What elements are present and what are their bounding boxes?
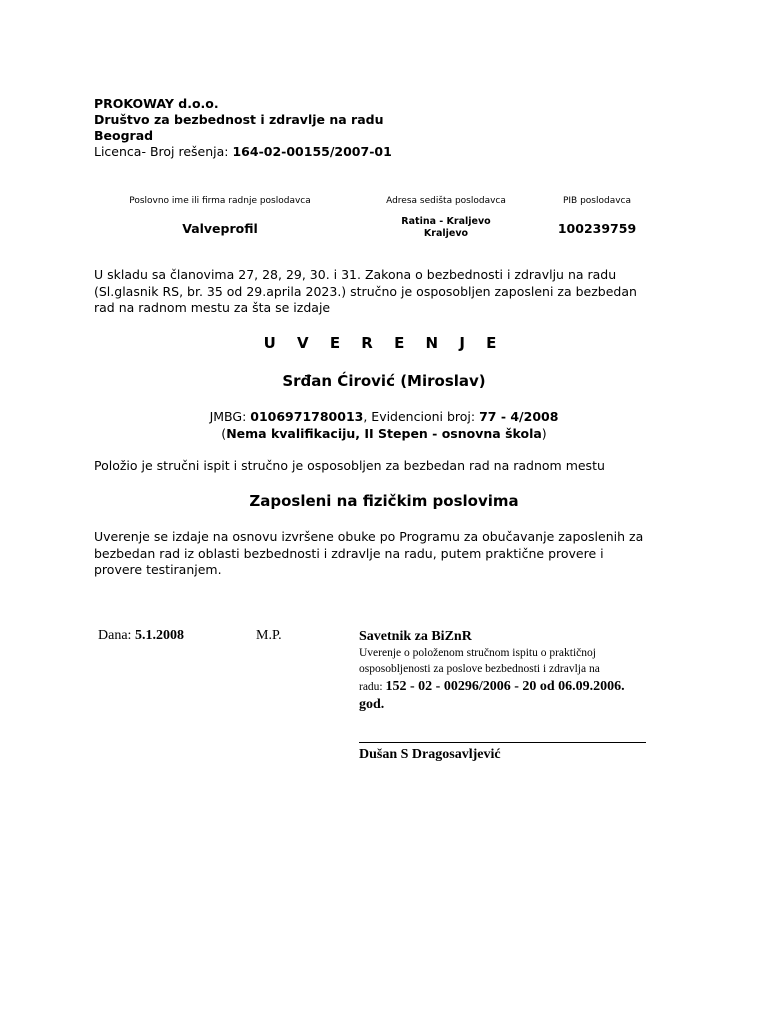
employer-name: Valveprofil	[182, 221, 258, 236]
intro-line-2: (Sl.glasnik RS, br. 35 od 29.aprila 2023.) stručno je osposobljen zaposleni za bezbedan	[94, 283, 637, 299]
company-city: Beograd	[94, 128, 154, 143]
address-line-1: Ratina - Kraljevo	[401, 216, 491, 227]
advisor-title: Savetnik za BiZnR	[359, 629, 472, 644]
qual-open: (	[221, 425, 227, 441]
stamp-placeholder: M.P.	[256, 628, 282, 643]
intro-line-1: U skladu sa članovima 27, 28, 29, 30. i 31. Zakona o bezbednosti i zdravlju na radu	[94, 267, 617, 282]
basis-paragraph	[94, 529, 714, 579]
position-title: Zaposleni na fizičkim poslovima	[249, 492, 519, 510]
employer-pib-caption: PIB poslodavca	[562, 196, 632, 206]
intro-paragraph	[94, 267, 694, 317]
license-number: 164-02-00155/2007-01	[232, 144, 392, 159]
advisor-block	[359, 628, 659, 714]
passed-text: Položio je stručni ispit i stručno je osposobljen za bezbedan rad na radnom mestu	[94, 458, 605, 473]
id-line	[0, 409, 768, 426]
cert-god: god.	[359, 697, 385, 712]
person-details	[0, 409, 768, 442]
person-name: Srđan Ćirović (Miroslav)	[282, 372, 486, 390]
address-line-2: Kraljevo	[423, 227, 469, 239]
employer-address	[366, 216, 526, 239]
cert-line-3	[359, 677, 659, 696]
date-label: Dana:	[98, 628, 135, 643]
basis-line-1: Uverenje se izdaje na osnovu izvršene obuke po Programu za obučavanje zaposlenih za	[94, 529, 644, 544]
cert-line-2: osposobljenosti za poslove bezbednosti i zdravlja na	[359, 663, 600, 675]
company-name: PROKOWAY d.o.o.	[94, 96, 219, 111]
basis-line-3: provere testiranjem.	[94, 562, 222, 577]
license-label: Licenca- Broj rešenja:	[94, 144, 233, 159]
cert-prefix: radu:	[359, 681, 386, 693]
jmbg-value: 0106971780013	[250, 409, 364, 424]
jmbg-label: JMBG:	[209, 409, 251, 424]
cert-line-1: Uverenje o položenom stručnom ispitu o praktičnoj	[359, 647, 596, 659]
intro-line-3: rad na radnom mestu za šta se izdaje	[94, 300, 331, 315]
signature-line	[359, 742, 646, 743]
qualification-line	[0, 426, 768, 443]
cert-number: 152 - 02 - 00296/2006 - 20 od 06.09.2006.	[385, 679, 625, 694]
qualification: Nema kvalifikaciju, II Stepen - osnovna škola	[226, 425, 542, 441]
employer-address-caption: Adresa sedišta poslodavca	[386, 196, 506, 206]
document-title: U V E R E N J E	[263, 334, 505, 352]
employer-pib: 100239759	[557, 221, 637, 236]
date-block	[98, 628, 184, 644]
employer-name-caption: Poslovno ime ili firma radnje poslodavca	[129, 196, 311, 206]
qual-close: )	[541, 425, 547, 441]
signer-name: Dušan S Dragosavljević	[359, 747, 501, 762]
company-type: Društvo za bezbednost i zdravlje na radu	[94, 112, 384, 127]
date-value: 5.1.2008	[134, 628, 184, 643]
evid-label: , Evidencioni broj:	[363, 409, 480, 424]
evid-value: 77 - 4/2008	[479, 409, 559, 424]
basis-line-2: bezbedan rad iz oblasti bezbednosti i zdravlje na radu, putem praktične provere i	[94, 545, 604, 561]
company-header	[94, 96, 392, 160]
